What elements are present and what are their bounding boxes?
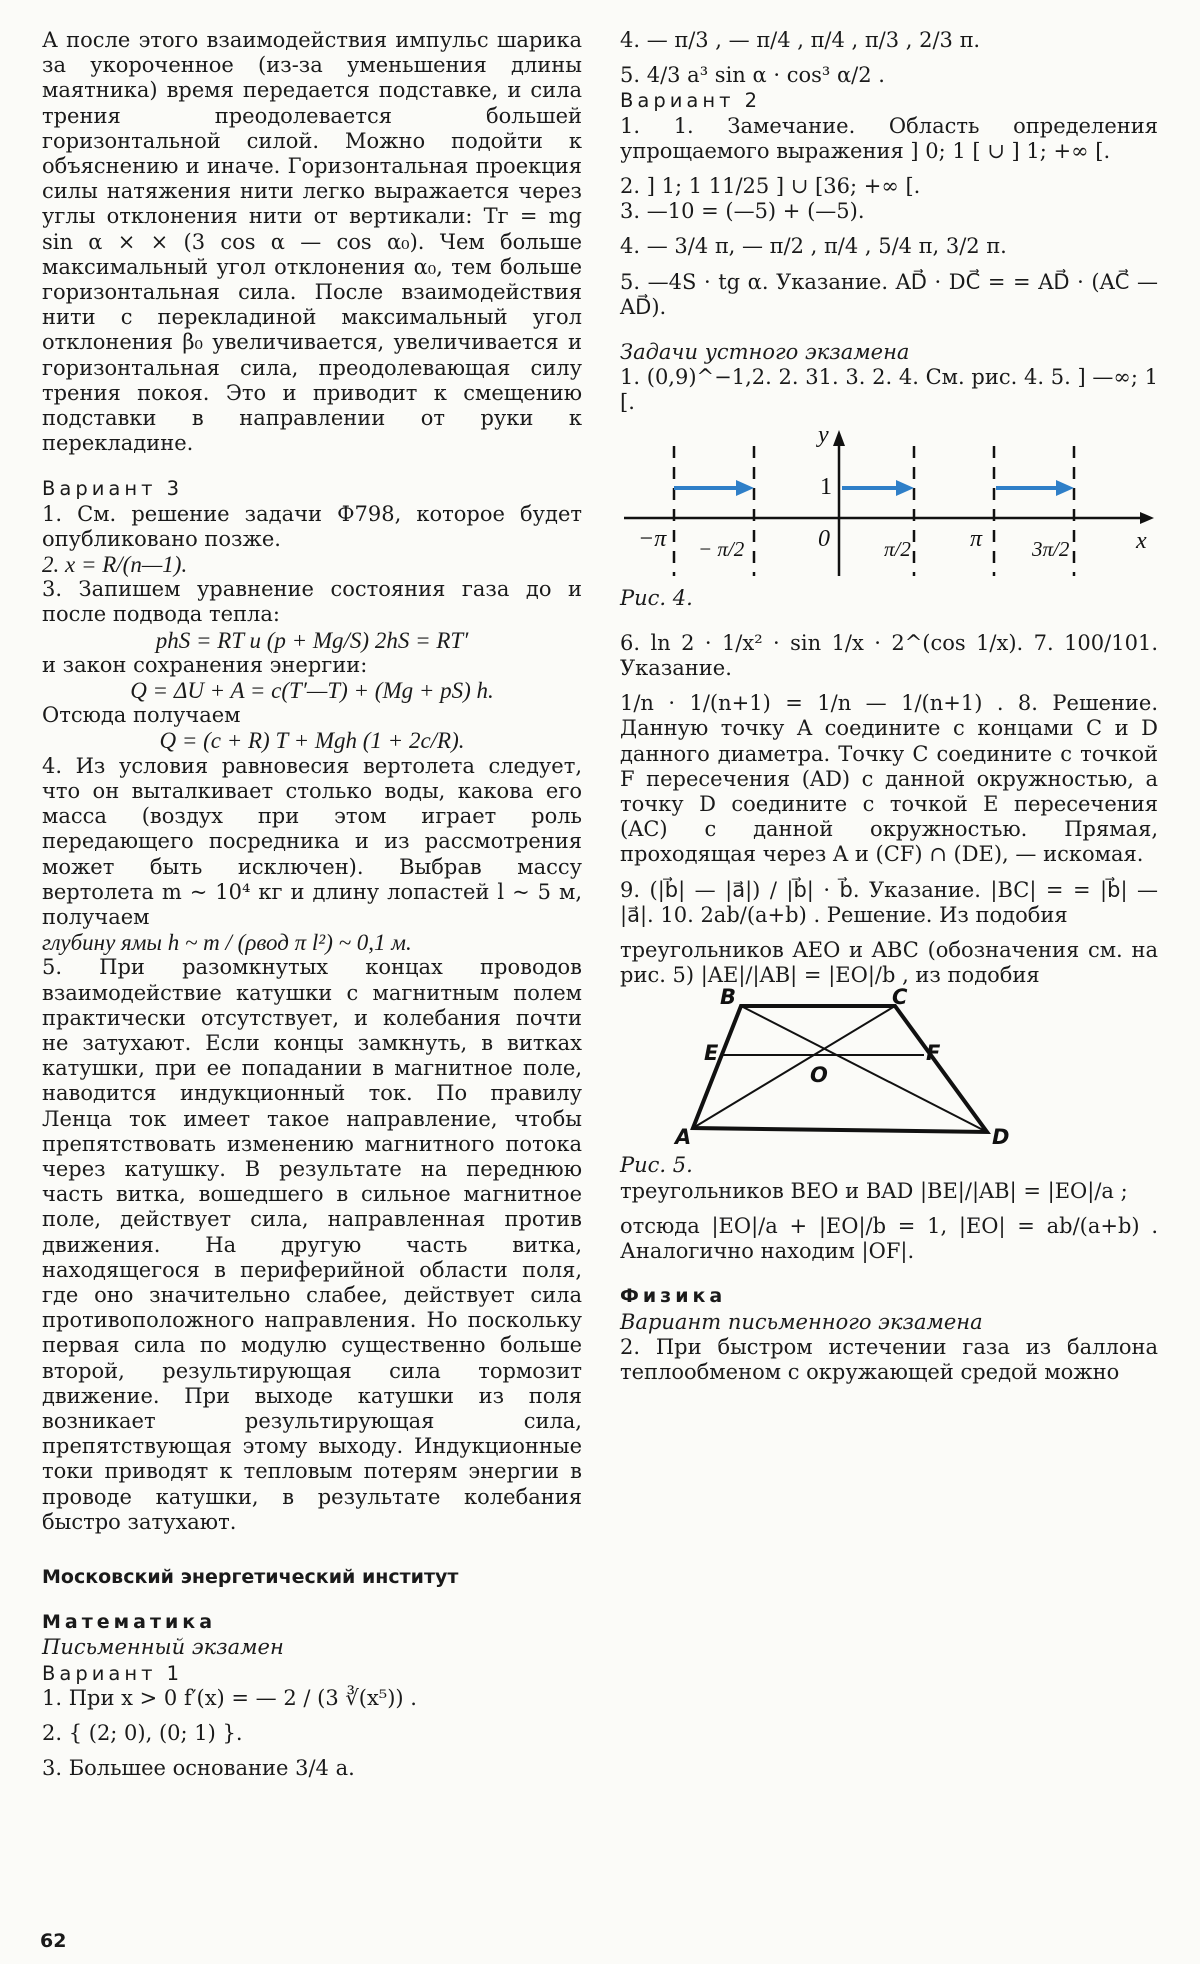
fig5-caption: Рис. 5. — [620, 1153, 693, 1178]
physics-variant: Вариант письменного экзамена — [620, 1309, 983, 1334]
fig5-label-B: B — [720, 988, 737, 1010]
fig4-label-one: 1 — [820, 473, 832, 500]
v1-item4: 4. — π/3 , — π/4 , π/4 , π/3 , 2/3 π. — [620, 28, 981, 52]
y-axis-arrow — [833, 430, 845, 446]
page-number: 62 — [40, 1930, 67, 1952]
math-heading: Математика — [42, 1611, 217, 1634]
fig5-label-A: A — [675, 1125, 692, 1150]
institute-heading: Московский энергетический институт — [42, 1565, 459, 1588]
v3-item3-intro: 3. Запишем уравнение состояния газа до и после подвода тепла: — [42, 577, 582, 627]
v1-item1: 1. При x > 0 f′(x) = — 2 / (3 ∛(x⁵)) . — [42, 1685, 417, 1710]
v1-item3: 3. Большее основание 3/4 a. — [42, 1756, 355, 1781]
fig4-label-half-pi: π/2 — [884, 536, 911, 561]
oral-line1: 1. (0,9)^−1,2. 2. 31. 3. 2. 4. См. рис. 4. 5. ] —∞; 1 [. — [620, 365, 1158, 415]
fig5-label-O: O — [810, 1063, 828, 1088]
v1-item2: 2. { (2; 0), (0; 1) }. — [42, 1721, 243, 1745]
v2-item3: 3. —10 = (—5) + (—5). — [620, 199, 865, 224]
fig5-label-E: E — [704, 1041, 719, 1066]
fig4-label-pi: π — [970, 525, 983, 552]
oral-line6: 6. ln 2 · 1/x² · sin 1/x · 2^(cos 1/x). 7. 100/101. Указание. — [620, 630, 1158, 681]
figure-5-trapezoid — [620, 988, 1158, 1153]
v3-item2: 2. x = R/(n—1). — [42, 552, 188, 578]
fig4-label-neg-half-pi: − π/2 — [698, 536, 745, 561]
written-exam-heading: Письменный экзамен — [42, 1635, 284, 1660]
v3-item1: 1. См. решение задачи Ф798, которое будет опубликовано позже. — [42, 501, 582, 551]
v3-item3-mid: и закон сохранения энергии: — [42, 652, 368, 677]
oral-line11: треугольников BEO и BAD |BE|/|AB| = |EO|/a ; — [620, 1178, 1128, 1203]
variant1-heading: Вариант 1 — [42, 1661, 184, 1685]
fig5-label-D: D — [992, 1125, 1010, 1150]
right-column — [620, 28, 1158, 1385]
physics-item2: 2. При быстром истечении газа из баллона теплообменом с окружающей средой можно — [620, 1334, 1158, 1384]
fig4-caption: Рис. 4. — [620, 585, 693, 610]
v3-item3-eq2: Q = ΔU + A = c(T′—T) + (Mg + pS) h. — [130, 678, 494, 704]
oral-exam-heading: Задачи устного экзамена — [620, 340, 910, 365]
v3-item3-eq1: phS = RT и (p + Mg/S) 2hS = RT′ — [155, 627, 469, 653]
v2-item4: 4. — 3/4 π, — π/2 , π/4 , 5/4 π, 3/2 π. — [620, 234, 1007, 259]
left-column — [42, 28, 582, 1781]
v1-item5: 5. 4/3 a³ sin α · cos³ α/2 . — [620, 63, 885, 88]
v3-item5: 5. При разомкнутых концах проводов взаимодействие катушки с магнитным полем практически отсутствует, и колебания почти не затухают. Если концы замкнуть, в витках катушки, при ее попадании в магнитное поле, наводится индукционный ток. По правилу Ленца ток имеет такое направление, чтобы препятствовать изменению магнитного потока через катушку. В результате на переднюю часть витка, вошедшего в сильное магнитное поле, действует сила, направленная против движения. На другую часть витка, находящегося в периферийной области поля, где оно значительно слабее, действует сила противоположного направления. Но поскольку первая сила по модулю существенно больше второй, результирующая сила тормозит движение. При выходе катушки из поля возникает результирующая сила, препятствующая этому выходу. Индукционные токи приводят к тепловым потерям энергии в проводе катушки, в результате колебания быстро затухают. — [42, 955, 582, 1534]
figure-4-graph — [620, 416, 1158, 586]
fig4-label-x: x — [1136, 527, 1147, 554]
trapezoid-outline — [693, 1006, 987, 1132]
fig4-label-neg-pi: −π — [638, 525, 667, 552]
fig4-label-y: y — [818, 421, 829, 448]
v3-item3-eq3: Q = (c + R) T + Mgh (1 + 2c/R). — [159, 728, 465, 754]
variant3-heading: Вариант 3 — [42, 477, 184, 501]
oral-line10: треугольников AEO и ABC (обозначения см. на рис. 5) |AE|/|AB| = |EO|/b , из подобия — [620, 938, 1158, 988]
intro-paragraph: А после этого взаимодействия импульс шарика за укороченное (из-за уменьшения длины маятника) время передается подставке, и сила трения преодолевается большей горизонтальной силой. Можно подойти к объяснению и иначе. Горизонтальная проекция силы натяжения нити легко выражается через углы отклонения нити от вертикали: Tг = mg sin α × × (3 cos α — cos α₀). Чем больше максимальный угол отклонения α₀, тем больше горизонтальная сила. После взаимодействия нити с перекладиной максимальный угол отклонения β₀ увеличивается, увеличивается и горизонтальная сила, преодолевающая силу трения покоя. Это и приводит к смещению подставки в направлении от руки к перекладине. — [42, 28, 582, 456]
x-axis-arrow — [1140, 512, 1154, 524]
oral-line7: 1/n · 1/(n+1) = 1/n — 1/(n+1) . 8. Решение. Данную точку A соедините с концами C и D данного диаметра. Точку C соедините с точкой F пересечения (AD) с данной окружностью, а точку D соедините с точкой E пересечения (AC) с данной окружностью. Прямая, проходящая через A и (CF) ∩ (DE), — искомая. — [620, 691, 1158, 867]
v2-item2: 2. ] 1; 1 11/25 ] ∪ [36; +∞ [. — [620, 174, 921, 199]
v3-item3-then: Отсюда получаем — [42, 703, 241, 728]
variant2-heading: Вариант 2 — [620, 89, 762, 113]
v2-item1: 1. 1. Замечание. Область определения упрощаемого выражения ] 0; 1 [ ∪ ] 1; +∞ [. — [620, 113, 1158, 163]
fig4-label-zero: 0 — [818, 525, 830, 552]
oral-line12: отсюда |EO|/a + |EO|/b = 1, |EO| = ab/(a+b) . Аналогично находим |OF|. — [620, 1213, 1158, 1264]
v2-item5: 5. —4S · tg α. Указание. AD⃗ · DC⃗ = = AD⃗ · (AC⃗ — AD⃗). — [620, 269, 1158, 319]
fig4-label-three-half-pi: 3π/2 — [1032, 536, 1070, 561]
oral-line9: 9. (|b⃗| — |a⃗|) / |b⃗| · b⃗. Указание. |BC| = = |b⃗| — |a⃗|. 10. 2ab/(a+b) . Решение. Из подобия — [620, 877, 1158, 927]
v3-item4: 4. Из условия равновесия вертолета следует, что он выталкивает столько воды, какова его масса (воздух при этом играет роль передающего посредника и из рассмотрения может быть исключен). Выбрав массу вертолета m ~ 10⁴ кг и длину лопастей l ~ 5 м, получаем — [42, 753, 582, 929]
fig5-label-C: C — [892, 988, 908, 1010]
fig5-label-F: F — [926, 1041, 941, 1066]
physics-heading: Физика — [620, 1285, 727, 1308]
v3-item4-eq: глубину ямы h ~ m / (ρвод π l²) ~ 0,1 м. — [42, 930, 412, 956]
